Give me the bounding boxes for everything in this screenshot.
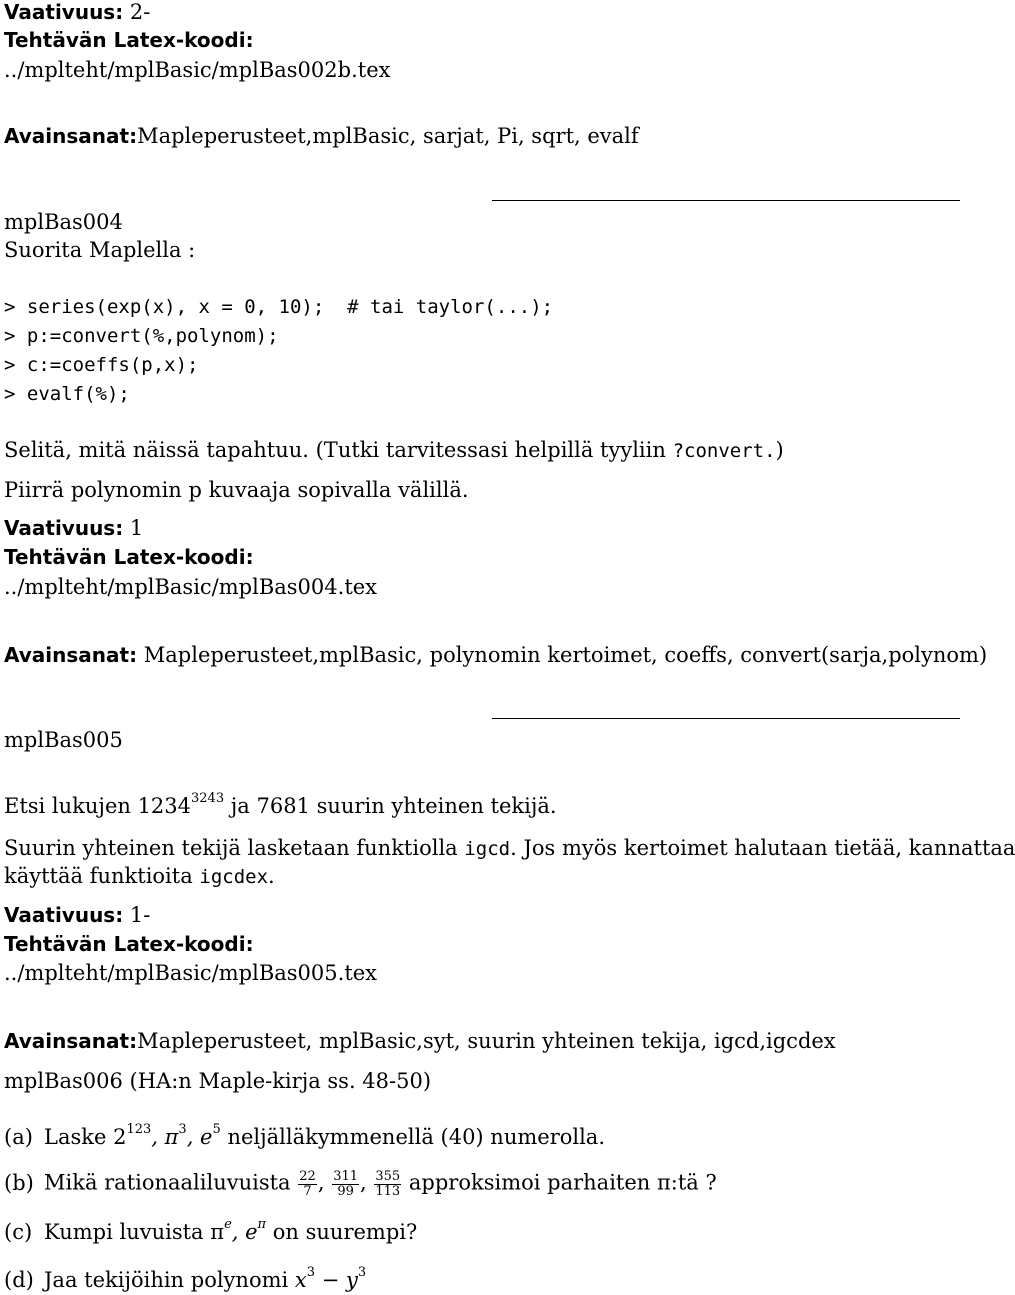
code-line-4: > evalf(%); bbox=[4, 383, 130, 405]
difficulty-004 bbox=[4, 518, 143, 539]
difficulty-value: 2- bbox=[123, 0, 151, 24]
difficulty-value: 1 bbox=[123, 516, 144, 540]
difficulty-value: 1- bbox=[123, 903, 151, 927]
task-post: ja 7681 suurin yhteinen tekijä. bbox=[224, 794, 557, 818]
task-pre: Etsi lukujen 1234 bbox=[4, 794, 192, 818]
difficulty-label: Vaativuus: bbox=[4, 903, 124, 927]
fraction-355-113 bbox=[374, 1170, 401, 1198]
item-c-label: (c) bbox=[4, 1220, 33, 1244]
item-c-exp2: π bbox=[257, 1217, 267, 1232]
fraction-denominator: 113 bbox=[375, 1183, 401, 1199]
latex-path-005: ../mplteht/mplBasic/mplBas005.tex bbox=[4, 961, 378, 985]
item-a-label: (a) bbox=[4, 1125, 33, 1149]
item-d-minus: − bbox=[315, 1268, 346, 1292]
latex-label-004: Tehtävän Latex-koodi: bbox=[4, 545, 254, 569]
comma: , bbox=[317, 1170, 325, 1195]
item-c-pre: Kumpi luvuista π bbox=[44, 1220, 225, 1244]
item-d-pre: Jaa tekijöihin polynomi bbox=[44, 1268, 295, 1292]
difficulty-label: Vaativuus: bbox=[4, 0, 124, 24]
code-line-3: > c:=coeffs(p,x); bbox=[4, 354, 199, 376]
fraction-311-99 bbox=[332, 1170, 359, 1198]
fraction-22-7 bbox=[298, 1170, 317, 1198]
plot-text-004: Piirrä polynomin p kuvaaja sopivalla välillä. bbox=[4, 478, 469, 502]
latex-label-005: Tehtävän Latex-koodi: bbox=[4, 932, 254, 956]
explain-post: ) bbox=[775, 438, 784, 462]
keywords-005 bbox=[4, 1031, 836, 1052]
item-a-pre: Laske 2 bbox=[44, 1125, 127, 1149]
item-b-post: approksimoi parhaiten π:tä ? bbox=[402, 1170, 717, 1195]
exercise-id-005: mplBas005 bbox=[4, 728, 123, 752]
item-a-pi: , π bbox=[151, 1125, 179, 1149]
comma: , bbox=[360, 1170, 367, 1195]
item-a-exp1: 123 bbox=[126, 1122, 152, 1137]
item-c-exp1: e bbox=[224, 1217, 232, 1232]
item-a-post: neljälläkymmenellä (40) numerolla. bbox=[220, 1125, 605, 1149]
latex-label-002b: Tehtävän Latex-koodi: bbox=[4, 28, 254, 52]
item-b-pre: Mikä rationaaliluvuista bbox=[44, 1170, 298, 1195]
keywords-text: Mapleperusteet,mplBasic, polynomin kertoimet, coeffs, convert(sarja,polynom) bbox=[137, 643, 988, 667]
hint-line-1 bbox=[4, 838, 1015, 859]
explain-code: ?convert. bbox=[672, 440, 776, 462]
exercise-intro-004: Suorita Maplella : bbox=[4, 238, 196, 262]
task-exponent: 3243 bbox=[191, 791, 225, 806]
item-d-x: x bbox=[294, 1268, 307, 1292]
keywords-text: Mapleperusteet,mplBasic, sarjat, Pi, sqrt, evalf bbox=[137, 124, 639, 148]
item-b bbox=[4, 1170, 717, 1198]
hint-line-2 bbox=[4, 866, 275, 887]
keywords-text: Mapleperusteet, mplBasic,syt, suurin yhteinen tekija, igcd,igcdex bbox=[137, 1029, 836, 1053]
explain-pre: Selitä, mitä näissä tapahtuu. (Tutki tarvitessasi helpillä tyyliin bbox=[4, 438, 673, 462]
item-d bbox=[4, 1265, 367, 1292]
item-a bbox=[4, 1122, 605, 1149]
keywords-002b bbox=[4, 126, 639, 147]
item-d-exp2: 3 bbox=[357, 1265, 367, 1280]
item-d-y: y bbox=[345, 1268, 358, 1292]
hint2-pre: käyttää funktioita bbox=[4, 864, 200, 888]
difficulty-005 bbox=[4, 905, 150, 926]
difficulty-002b bbox=[4, 2, 150, 23]
exercise-title-006: mplBas006 (HA:n Maple-kirja ss. 48-50) bbox=[4, 1069, 432, 1093]
keywords-label: Avainsanat: bbox=[4, 124, 138, 148]
latex-path-004: ../mplteht/mplBasic/mplBas004.tex bbox=[4, 575, 378, 599]
task-text-005 bbox=[4, 791, 557, 818]
hint1-code: igcd bbox=[464, 838, 511, 860]
fraction-denominator: 99 bbox=[337, 1183, 354, 1199]
item-c-post: on suurempi? bbox=[266, 1220, 418, 1244]
latex-path-002b: ../mplteht/mplBasic/mplBas002b.tex bbox=[4, 58, 391, 82]
item-d-exp1: 3 bbox=[306, 1265, 316, 1280]
fraction-denominator: 7 bbox=[303, 1183, 312, 1199]
item-d-label: (d) bbox=[4, 1268, 34, 1292]
explain-text-004 bbox=[4, 440, 784, 461]
hint2-post: . bbox=[268, 864, 275, 888]
section-divider bbox=[492, 200, 960, 201]
keywords-004 bbox=[4, 645, 987, 666]
code-line-2: > p:=convert(%,polynom); bbox=[4, 325, 279, 347]
item-a-exp3: 5 bbox=[212, 1122, 221, 1137]
item-c bbox=[4, 1217, 418, 1244]
keywords-label: Avainsanat: bbox=[4, 1029, 138, 1053]
fraction-numerator: 22 bbox=[299, 1169, 316, 1184]
section-divider bbox=[492, 718, 960, 719]
difficulty-label: Vaativuus: bbox=[4, 516, 124, 540]
hint1-post: . Jos myös kertoimet halutaan tietää, kannattaa bbox=[510, 836, 1015, 860]
item-a-e: , e bbox=[186, 1125, 213, 1149]
fraction-numerator: 311 bbox=[333, 1169, 359, 1184]
exercise-id-004: mplBas004 bbox=[4, 210, 123, 234]
fraction-numerator: 355 bbox=[375, 1169, 401, 1184]
hint2-code: igcdex bbox=[199, 866, 269, 888]
code-line-1: > series(exp(x), x = 0, 10); # tai taylor(...); bbox=[4, 296, 554, 318]
item-b-label: (b) bbox=[4, 1170, 34, 1195]
item-a-exp2: 3 bbox=[178, 1122, 187, 1137]
keywords-label: Avainsanat: bbox=[4, 643, 138, 667]
hint1-pre: Suurin yhteinen tekijä lasketaan funktiolla bbox=[4, 836, 465, 860]
item-c-e: , e bbox=[231, 1220, 258, 1244]
